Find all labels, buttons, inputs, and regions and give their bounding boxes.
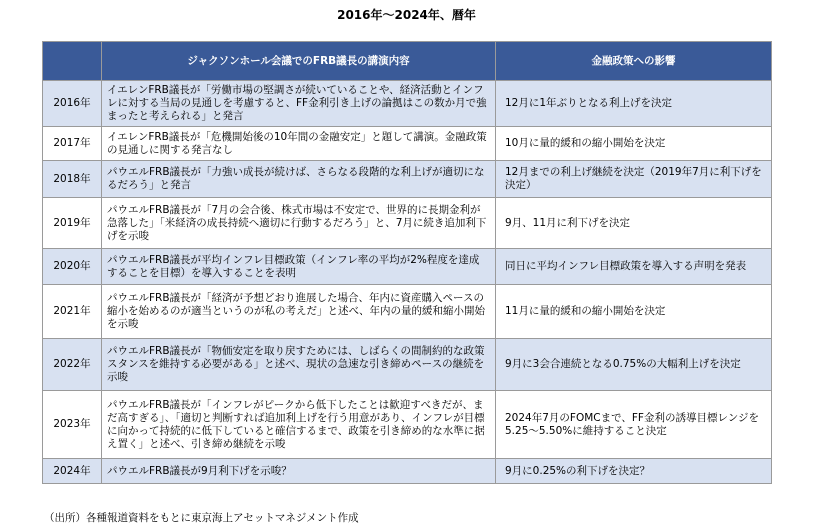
speech-cell: パウエルFRB議長が「物価安定を取り戻すためには、しばらくの間制約的な政策スタンスを維持する必要がある」と述べ、現状の急速な引き締めペースの継続を示唆: [102, 339, 496, 391]
impact-cell: 2024年7月のFOMCまで、FF金利の誘導目標レンジを5.25～5.50%に維持すること決定: [496, 391, 772, 459]
header-year: [43, 42, 102, 81]
year-cell: 2019年: [43, 198, 102, 249]
table-header-row: [43, 42, 772, 81]
year-cell: 2018年: [43, 161, 102, 198]
impact-cell: 12月に1年ぶりとなる利上げを決定: [496, 81, 772, 127]
year-cell: 2022年: [43, 339, 102, 391]
year-cell: 2024年: [43, 459, 102, 484]
speech-cell: パウエルFRB議長が「力強い成長が続けば、さらなる段階的な利上げが適切になるだろう」と発言: [102, 161, 496, 198]
speech-cell: パウエルFRB議長が9月利下げを示唆？: [102, 459, 496, 484]
speech-cell: イエレンFRB議長が「労働市場の堅調さが続いていることや、経済活動とインフレに対する当局の見通しを考慮すると、FF金利引き上げの論拠はこの数か月で強まったと考えられる」と発言: [102, 81, 496, 127]
speech-cell: パウエルFRB議長が「7月の会合後、株式市場は不安定で、世界的に長期金利が急落した」「米経済の成長持続へ適切に行動するだろう」と、7月に続き追加利下げを示唆: [102, 198, 496, 249]
impact-cell: 9月、11月に利下げを決定: [496, 198, 772, 249]
table-row: [43, 249, 772, 285]
speech-cell: パウエルFRB議長が「インフレがピークから低下したことは歓迎すべきだが、まだ高すぎる」、「適切と判断すれば追加利上げを行う用意があり、インフレが目標に向かって持続的に低下していると確信するまで、政策を引き締め的な水準に据え置く」と述べ、引き締め継続を示唆: [102, 391, 496, 459]
page-title: 2016年～2024年、暦年: [337, 8, 476, 22]
header-speech: ジャクソンホール会議でのFRB議長の講演内容: [102, 42, 496, 81]
impact-cell: 12月までの利上げ継続を決定（2019年7月に利下げを決定）: [496, 161, 772, 198]
year-cell: 2017年: [43, 127, 102, 161]
impact-cell: 9月に3会合連続となる0.75%の大幅利上げを決定: [496, 339, 772, 391]
header-impact: 金融政策への影響: [496, 42, 772, 81]
table-row: [43, 161, 772, 198]
impact-cell: 10月に量的緩和の縮小開始を決定: [496, 127, 772, 161]
table-row: [43, 198, 772, 249]
speech-cell: パウエルFRB議長が平均インフレ目標政策（インフレ率の平均が2%程度を達成することを目標）を導入することを表明: [102, 249, 496, 285]
speech-cell: イエレンFRB議長が「危機開始後の10年間の金融安定」と題して講演。金融政策の見通しに関する発言なし: [102, 127, 496, 161]
source-note: （出所）各種報道資料をもとに東京海上アセットマネジメント作成: [44, 512, 359, 524]
year-cell: 2016年: [43, 81, 102, 127]
speech-cell: パウエルFRB議長が「経済が予想どおり進展した場合、年内に資産購入ペースの縮小を始めるのが適当というのが私の考えだ」と述べ、年内の量的緩和縮小開始を示唆: [102, 285, 496, 339]
table-row: [43, 459, 772, 484]
year-cell: 2023年: [43, 391, 102, 459]
year-cell: 2021年: [43, 285, 102, 339]
table-row: [43, 285, 772, 339]
table-row: [43, 127, 772, 161]
year-cell: 2020年: [43, 249, 102, 285]
impact-cell: 11月に量的緩和の縮小開始を決定: [496, 285, 772, 339]
jackson-hole-table: [42, 41, 772, 484]
impact-cell: 同日に平均インフレ目標政策を導入する声明を発表: [496, 249, 772, 285]
table-row: [43, 339, 772, 391]
impact-cell: 9月に0.25%の利下げを決定？: [496, 459, 772, 484]
table-row: [43, 81, 772, 127]
table-row: [43, 391, 772, 459]
